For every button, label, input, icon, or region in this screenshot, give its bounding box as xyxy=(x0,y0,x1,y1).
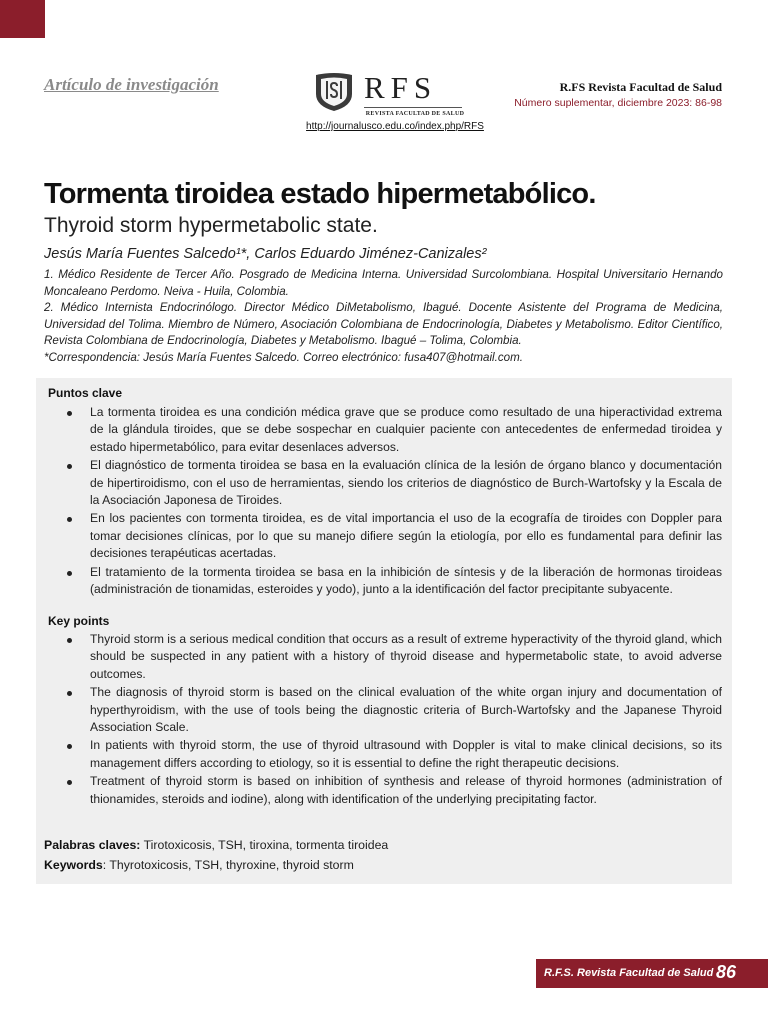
bullet-icon xyxy=(67,691,72,696)
corner-accent xyxy=(0,0,45,38)
journal-url-link[interactable]: http://journalusco.edu.co/index.php/RFS xyxy=(306,121,484,132)
bullet-icon xyxy=(67,744,72,749)
logo-subtitle: REVISTA FACULTAD DE SALUD xyxy=(365,111,465,117)
keywords xyxy=(44,858,354,872)
bullet-icon xyxy=(67,517,72,522)
article-type: Artículo de investigación xyxy=(44,75,219,94)
affiliation-1: 1. Médico Residente de Tercer Año. Posgrado de Medicina Interna. Universidad Surcolombiana. Hospital Universitario Hernando Moncaleano Perdomo. Neiva - Huila, Colombia. xyxy=(44,268,723,298)
page-number: 86 xyxy=(716,962,737,982)
key-points-heading: Key points xyxy=(48,614,110,628)
bullet-icon xyxy=(67,571,72,576)
footer-journal-name: R.F.S. Revista Facultad de Salud xyxy=(544,967,714,979)
palabras-claves-label: Palabras claves: xyxy=(44,838,141,852)
bullet-icon xyxy=(67,464,72,469)
list-item: In patients with thyroid storm, the use of thyroid ultrasound with Doppler is vital to make clinical decisions, so its management differs according to etiology, so it is essential to define the right therapeutic decisions. xyxy=(54,737,722,772)
keywords-label: Keywords xyxy=(44,858,103,872)
journal-name: R.FS Revista Facultad de Salud xyxy=(559,80,722,94)
logo-rule xyxy=(364,107,462,108)
list-item: Thyroid storm is a serious medical condition that occurs as a result of extreme hyperactivity of the thyroid gland, which should be suspected in any patient with a history of thyroid disease and hypermetabolic state, to avoid adverse outcomes. xyxy=(54,631,722,683)
page-footer xyxy=(536,959,768,988)
list-item: El diagnóstico de tormenta tiroidea se basa en la evaluación clínica de la lesión de órgano blanco y documentación de hipertiroidismo, con el uso de herramientas, siendo los criterios de diagnóstico de Burch-Wartofsky y la Escala de la Asociación Japonesa de Tiroides. xyxy=(54,457,722,509)
title-spanish: Tormenta tiroidea estado hipermetabólico. xyxy=(44,178,596,210)
title-english: Thyroid storm hypermetabolic state. xyxy=(44,214,378,237)
palabras-claves xyxy=(44,838,388,852)
palabras-claves-value: Tirotoxicosis, TSH, tiroxina, tormenta tiroidea xyxy=(140,838,389,852)
list-item: La tormenta tiroidea es una condición médica grave que se produce como resultado de una hiperactividad extrema de la glándula tiroides, que se debe sospechar en cualquier paciente con antecedentes de enfermedad tiroidea y estado hipermetabólico, para evitar desenlaces adversos. xyxy=(54,404,722,456)
shield-logo-icon xyxy=(312,72,356,112)
key-points-list xyxy=(54,631,722,809)
puntos-clave-heading: Puntos clave xyxy=(48,386,123,400)
list-item: El tratamiento de la tormenta tiroidea se basa en la inhibición de síntesis y de la liberación de hormonas tiroideas (administración de tionamidas, esteroides y yodo), junto a la identificación del factor precipitante subyacente. xyxy=(54,564,722,599)
authors: Jesús María Fuentes Salcedo¹*, Carlos Eduardo Jiménez-Canizales² xyxy=(44,246,487,262)
list-item: En los pacientes con tormenta tiroidea, es de vital importancia el uso de la ecografía de tiroides con Doppler para tomar decisiones clínicas, por lo que su manejo difiere según la etiología, por ello es fundamental para definir las decisiones terapéuticas acertadas. xyxy=(54,510,722,562)
bullet-icon xyxy=(67,638,72,643)
affiliations xyxy=(44,267,723,366)
puntos-clave-list xyxy=(54,404,722,599)
bullet-icon xyxy=(67,411,72,416)
list-item: Treatment of thyroid storm is based on inhibition of synthesis and release of thyroid hormones (administration of thionamides, steroids and iodine), along with identification of the underlying precipitating factor. xyxy=(54,773,722,808)
list-item: The diagnosis of thyroid storm is based on the clinical evaluation of the white organ injury and documentation of hyperthyroidism, with the use of tools being the diagnostic criteria of Burch-Wartofsky and the Japanese Thyroid Association Scale. xyxy=(54,684,722,736)
logo-text: RFS xyxy=(364,70,438,105)
affiliation-2: 2. Médico Internista Endocrinólogo. Director Médico DiMetabolismo, Ibagué. Docente Asistente del Programa de Medicina, Universidad del Tolima. Miembro de Número, Asociación Colombiana de Endocrinología, Diabetes y Metabolismo. Editor Científico, Revista Colombiana de Endocrinología, Diabetes y Metabolismo. Ibagué – Tolima, Colombia. xyxy=(44,301,723,347)
keywords-value: : Thyrotoxicosis, TSH, thyroxine, thyroid storm xyxy=(102,858,354,872)
correspondence: *Correspondencia: Jesús María Fuentes Salcedo. Correo electrónico: fusa407@hotmail.com. xyxy=(44,350,523,364)
bullet-icon xyxy=(67,780,72,785)
supplement-info: Número suplementar, diciembre 2023: 86-98 xyxy=(514,97,722,109)
